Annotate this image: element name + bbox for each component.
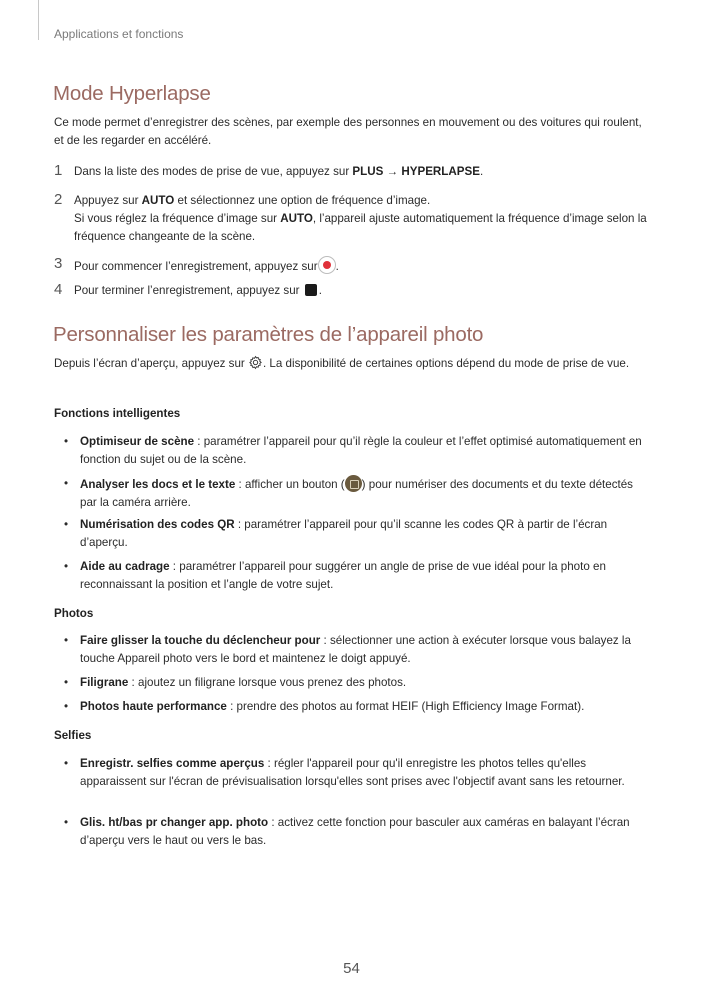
step-text-end: et sélectionnez une option de fréquence d’image. <box>174 194 431 207</box>
step-number: 4 <box>54 281 63 298</box>
list-item <box>64 814 648 850</box>
scan-document-icon <box>345 475 362 492</box>
settings-intro-text-end: . La disponibilité de certaines options dépend du mode de prise de vue. <box>262 357 630 370</box>
photos-heading: Photos <box>54 607 94 620</box>
step-text: Dans la liste des modes de prise de vue, appuyez sur <box>74 165 353 178</box>
item-term: Numérisation des codes QR <box>80 518 235 531</box>
step-text: Pour commencer l’enregistrement, appuyez sur <box>74 260 318 273</box>
step-note: Si vous réglez la fréquence d’image sur <box>74 212 281 225</box>
step-number: 3 <box>54 255 63 272</box>
step-text: Appuyez sur <box>74 194 142 207</box>
settings-title: Personnaliser les paramètres de l’appareil photo <box>53 323 484 346</box>
step-4 <box>54 282 648 300</box>
hyperlapse-intro: Ce mode permet d’enregistrer des scènes, par exemple des personnes en mouvement ou des voitures qui roulent, et de les regarder en accéléré. <box>54 116 642 147</box>
item-description-end: ) pour numériser des documents et du texte détectés par la caméra arrière. <box>80 478 633 509</box>
item-term: Analyser les docs et le texte <box>80 478 236 491</box>
bullet-dot: • <box>64 634 69 647</box>
bullet-dot: • <box>64 435 69 448</box>
list-item <box>64 433 648 469</box>
item-description: : paramétrer l’appareil pour qu’il règle la couleur et l’effet optimisé automatiquement en fonction du sujet ou de la scène. <box>80 435 642 466</box>
item-term: Enregistr. selfies comme aperçus <box>80 757 265 770</box>
item-term: Filigrane <box>80 676 129 689</box>
bullet-dot: • <box>64 700 69 713</box>
step-note-option: AUTO <box>280 212 313 225</box>
item-term: Faire glisser la touche du déclencheur pour <box>80 634 321 647</box>
step-3 <box>54 256 648 276</box>
bullet-dot: • <box>64 560 69 573</box>
list-item <box>64 755 648 791</box>
smart-functions-heading: Fonctions intelligentes <box>54 407 181 420</box>
list-item <box>64 698 648 716</box>
step-menu-path: PLUS → HYPERLAPSE <box>352 165 480 178</box>
section-header: Applications et fonctions <box>54 27 184 41</box>
list-item <box>64 558 648 594</box>
bullet-dot: • <box>64 676 69 689</box>
list-item <box>64 475 648 512</box>
step-option: AUTO <box>141 194 175 207</box>
item-description: : afficher un bouton ( <box>235 478 345 491</box>
bullet-dot: • <box>64 518 69 531</box>
page-number: 54 <box>343 960 360 977</box>
bullet-dot: • <box>64 816 69 829</box>
step-note-end: , l’appareil ajuste automatiquement la fréquence d’image selon la fréquence changeante de la scène. <box>74 212 647 243</box>
item-description: : régler l'appareil pour qu'il enregistre les photos telles qu'elles apparaissent sur l'écran de prévisualisation lorsqu'elles sont prises avec l'objectif avant sans les retourner. <box>80 757 625 788</box>
item-description: : paramétrer l’appareil pour suggérer un angle de prise de vue idéal pour la photo en reconnaissant la position et l’angle de votre sujet. <box>80 560 606 591</box>
list-item <box>64 674 648 692</box>
step-number: 1 <box>54 162 63 179</box>
header-rule <box>38 0 39 40</box>
bullet-dot: • <box>64 757 69 770</box>
selfies-heading: Selfies <box>54 729 92 742</box>
item-description: : paramétrer l’appareil pour qu’il scanne les codes QR à partir de l’écran d’aperçu. <box>80 518 608 549</box>
step-2 <box>54 192 648 246</box>
item-description: : ajoutez un filigrane lorsque vous prenez des photos. <box>128 676 407 689</box>
item-description: : activez cette fonction pour basculer aux caméras en balayant l’écran d’aperçu vers le haut ou vers le bas. <box>80 816 630 847</box>
list-item <box>64 516 648 552</box>
item-term: Glis. ht/bas pr changer app. photo <box>80 816 269 829</box>
list-item <box>64 632 648 668</box>
item-description: : sélectionner une action à exécuter lorsque vous balayez la touche Appareil photo vers le bord et maintenez le doigt appuyé. <box>80 634 631 665</box>
item-description: : prendre des photos au format HEIF (High Efficiency Image Format). <box>226 700 585 713</box>
step-text-end: . <box>335 260 339 273</box>
bullet-dot: • <box>64 477 69 490</box>
gear-icon <box>248 355 263 370</box>
item-term: Aide au cadrage <box>80 560 170 573</box>
settings-intro <box>54 355 648 373</box>
step-1 <box>54 163 648 181</box>
settings-intro-text: Depuis l’écran d’aperçu, appuyez sur <box>54 357 248 370</box>
step-number: 2 <box>54 191 63 208</box>
item-term: Photos haute performance <box>80 700 227 713</box>
item-term: Optimiseur de scène <box>80 435 195 448</box>
record-icon <box>318 256 336 274</box>
stop-icon <box>305 284 317 296</box>
hyperlapse-title: Mode Hyperlapse <box>53 82 211 105</box>
step-text-end: . <box>479 165 484 178</box>
step-text-end: . <box>318 284 322 297</box>
step-text: Pour terminer l’enregistrement, appuyez sur <box>74 284 303 297</box>
